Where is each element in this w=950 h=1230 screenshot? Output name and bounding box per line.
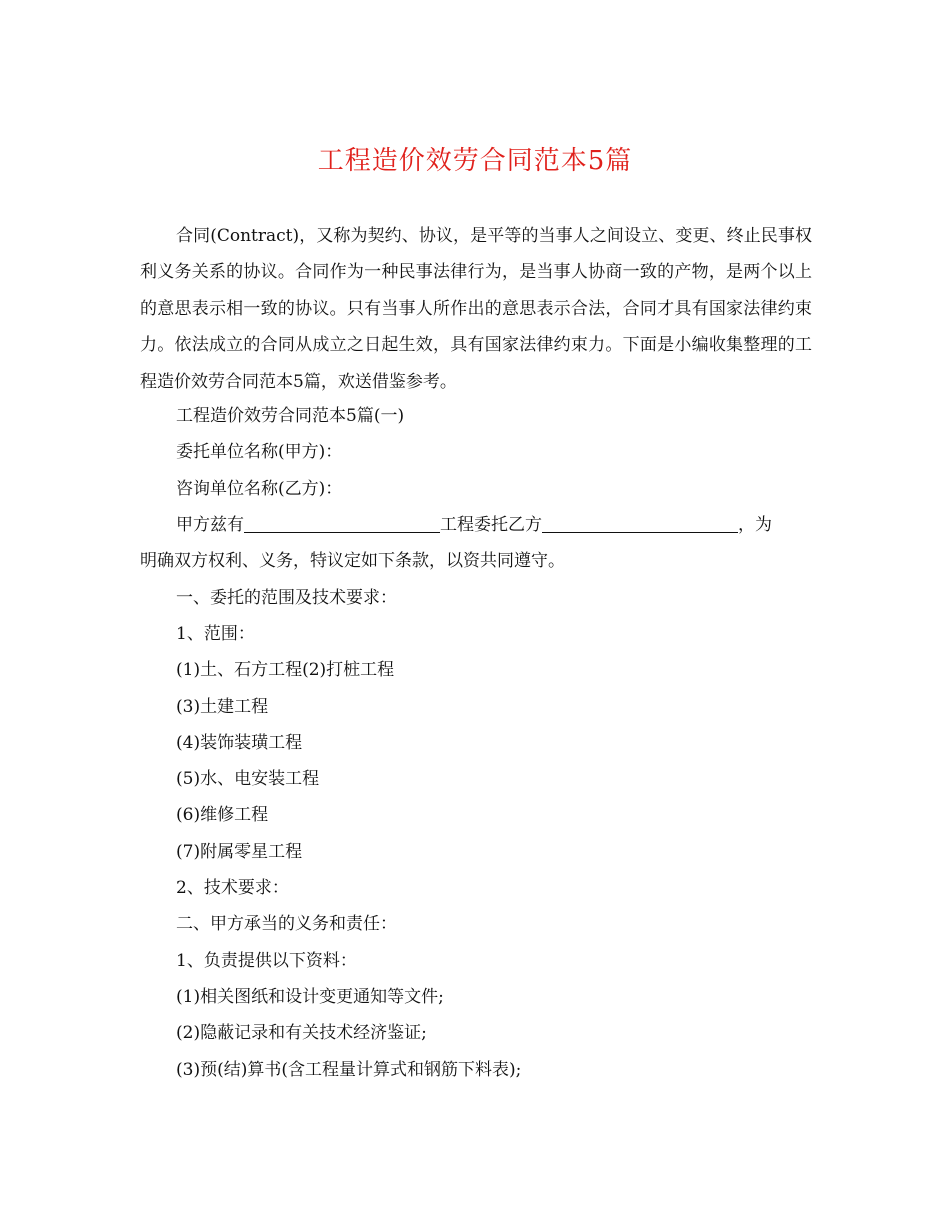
document-title: 工程造价效劳合同范本5篇: [317, 146, 633, 176]
list-item: 1、负责提供以下资料：: [176, 951, 357, 971]
list-item: (4)装饰装璜工程: [176, 733, 303, 753]
list-item: (7)附属零星工程: [176, 842, 303, 862]
party-a-line: 委托单位名称(甲方)：: [176, 442, 343, 462]
list-item: (1)土、石方工程(2)打桩工程: [176, 660, 395, 680]
list-item: (3)预(结)算书(含工程量计算式和钢筋下料表);: [176, 1060, 522, 1080]
list-item: (3)土建工程: [176, 697, 269, 717]
list-item: (6)维修工程: [176, 805, 269, 825]
list-item: 2、技术要求：: [176, 878, 289, 898]
list-item: (2)隐蔽记录和有关技术经济鉴证;: [176, 1023, 427, 1043]
list-item: 二、甲方承当的义务和责任：: [176, 914, 397, 934]
list-item: 一、委托的范围及技术要求：: [176, 588, 397, 608]
list-item: (1)相关图纸和设计变更通知等文件;: [176, 987, 444, 1007]
party-b-line: 咨询单位名称(乙方)：: [176, 479, 343, 499]
clause-text-2: 工程委托乙方: [440, 515, 542, 535]
blank-project-name: [244, 514, 440, 533]
list-item: (5)水、电安装工程: [176, 769, 320, 789]
clause-text-1: 甲方兹有: [176, 515, 244, 535]
clause-text-3: ，为: [738, 515, 772, 535]
blank-party-b-name: [542, 514, 738, 533]
clause-continuation: 明确双方权利、义务，特议定如下条款，以资共同遵守。: [140, 551, 565, 571]
intro-paragraph: 合同(Contract)，又称为契约、协议，是平等的当事人之间设立、变更、终止民事权利义务关系的协议。合同作为一种民事法律行为，是当事人协商一致的产物，是两个以上的意思表示相一致的协议。只有当事人所作出的意思表示合法，合同才具有国家法律约束力。依法成立的合同从成立之日起生效，具有国家法律约束力。下面是小编收集整理的工程造价效劳合同范本5篇，欢送借鉴参考。: [140, 226, 812, 392]
section-heading: 工程造价效劳合同范本5篇(一): [176, 406, 405, 426]
clause-line: [176, 513, 772, 537]
list-item: 1、范围：: [176, 624, 255, 644]
